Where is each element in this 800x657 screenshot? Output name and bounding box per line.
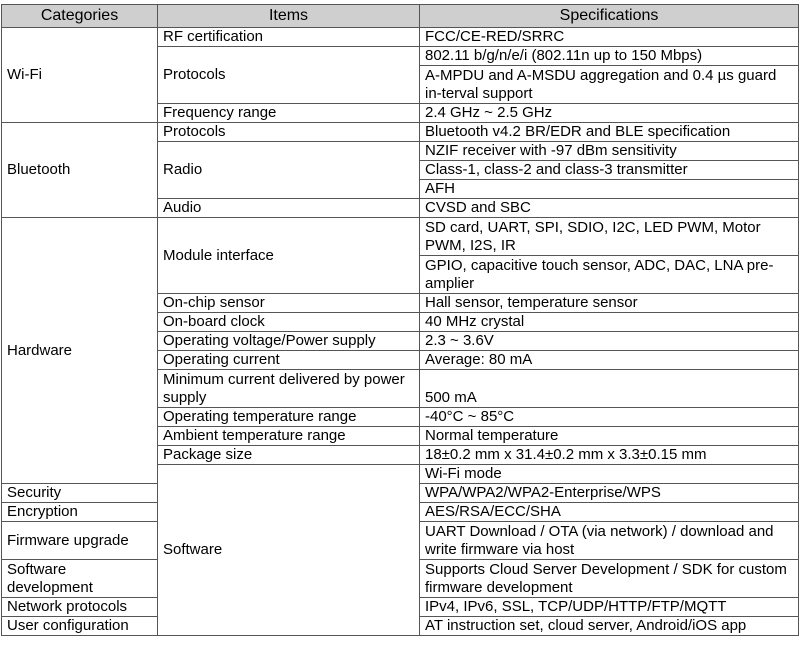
spec-on-board-clock: 40 MHz crystal [420, 313, 799, 332]
item-wifi-protocols: Protocols [158, 47, 420, 104]
item-frequency-range: Frequency range [158, 104, 420, 123]
spec-operating-voltage: 2.3 ~ 3.6V [420, 332, 799, 351]
spec-radio-afh: AFH [420, 180, 799, 199]
item-module-interface: Module interface [158, 218, 420, 294]
spec-module-interface-bus: SD card, UART, SPI, SDIO, I2C, LED PWM, Motor PWM, I2S, IR [420, 218, 799, 256]
spec-module-interface-gpio: GPIO, capacitive touch sensor, ADC, DAC, LNA pre-amplier [420, 256, 799, 294]
item-rf-certification: RF certification [158, 28, 420, 47]
spec-frequency-range: 2.4 GHz ~ 2.5 GHz [420, 104, 799, 123]
item-bt-protocols: Protocols [158, 123, 420, 142]
item-firmware-upgrade: Firmware upgrade [2, 522, 158, 560]
item-network-protocols: Network protocols [2, 598, 158, 617]
spec-user-configuration: AT instruction set, cloud server, Android/iOS app [420, 617, 799, 636]
item-operating-current: Operating current [158, 351, 420, 370]
spec-network-protocols: IPv4, IPv6, SSL, TCP/UDP/HTTP/FTP/MQTT [420, 598, 799, 617]
category-wifi: Wi-Fi [2, 28, 158, 123]
item-encryption: Encryption [2, 503, 158, 522]
spec-firmware-upgrade: UART Download / OTA (via network) / download and write firmware via host [420, 522, 799, 560]
item-ambient-temperature: Ambient temperature range [158, 427, 420, 446]
specifications-table [1, 4, 799, 636]
spec-package-size: 18±0.2 mm x 31.4±0.2 mm x 3.3±0.15 mm [420, 446, 799, 465]
spec-bt-protocols: Bluetooth v4.2 BR/EDR and BLE specification [420, 123, 799, 142]
header-categories: Categories [2, 5, 158, 28]
item-operating-voltage: Operating voltage/Power supply [158, 332, 420, 351]
table-row [2, 218, 799, 256]
spec-audio: CVSD and SBC [420, 199, 799, 218]
spec-wifi-protocols-aggregation: A-MPDU and A-MSDU aggregation and 0.4 µs guard in-terval support [420, 66, 799, 104]
spec-operating-current: Average: 80 mA [420, 351, 799, 370]
spec-encryption: AES/RSA/ECC/SHA [420, 503, 799, 522]
spec-security: WPA/WPA2/WPA2-Enterprise/WPS [420, 484, 799, 503]
item-on-chip-sensor: On-chip sensor [158, 294, 420, 313]
spec-rf-certification: FCC/CE-RED/SRRC [420, 28, 799, 47]
spec-minimum-current: 500 mA [420, 370, 799, 408]
spec-software-development: Supports Cloud Server Development / SDK for custom firmware development [420, 560, 799, 598]
spec-on-chip-sensor: Hall sensor, temperature sensor [420, 294, 799, 313]
category-software: Software [158, 465, 420, 636]
item-wifi-mode: Wi-Fi mode [420, 465, 799, 484]
item-software-development: Software development [2, 560, 158, 598]
header-row [2, 5, 799, 28]
item-operating-temperature: Operating temperature range [158, 408, 420, 427]
category-hardware: Hardware [2, 218, 158, 484]
spec-operating-temperature: -40°C ~ 85°C [420, 408, 799, 427]
header-specifications: Specifications [420, 5, 799, 28]
table-row [2, 28, 799, 47]
spec-wifi-protocols-standard: 802.11 b/g/n/e/i (802.11n up to 150 Mbps) [420, 47, 799, 66]
item-on-board-clock: On-board clock [158, 313, 420, 332]
category-bluetooth: Bluetooth [2, 123, 158, 218]
item-security: Security [2, 484, 158, 503]
item-user-configuration: User configuration [2, 617, 158, 636]
spec-radio-transmitter: Class-1, class-2 and class-3 transmitter [420, 161, 799, 180]
spec-radio-receiver: NZIF receiver with -97 dBm sensitivity [420, 142, 799, 161]
item-package-size: Package size [158, 446, 420, 465]
item-minimum-current: Minimum current delivered by power supply [158, 370, 420, 408]
table-row [2, 123, 799, 142]
spec-ambient-temperature: Normal temperature [420, 427, 799, 446]
header-items: Items [158, 5, 420, 28]
item-audio: Audio [158, 199, 420, 218]
item-radio: Radio [158, 142, 420, 199]
